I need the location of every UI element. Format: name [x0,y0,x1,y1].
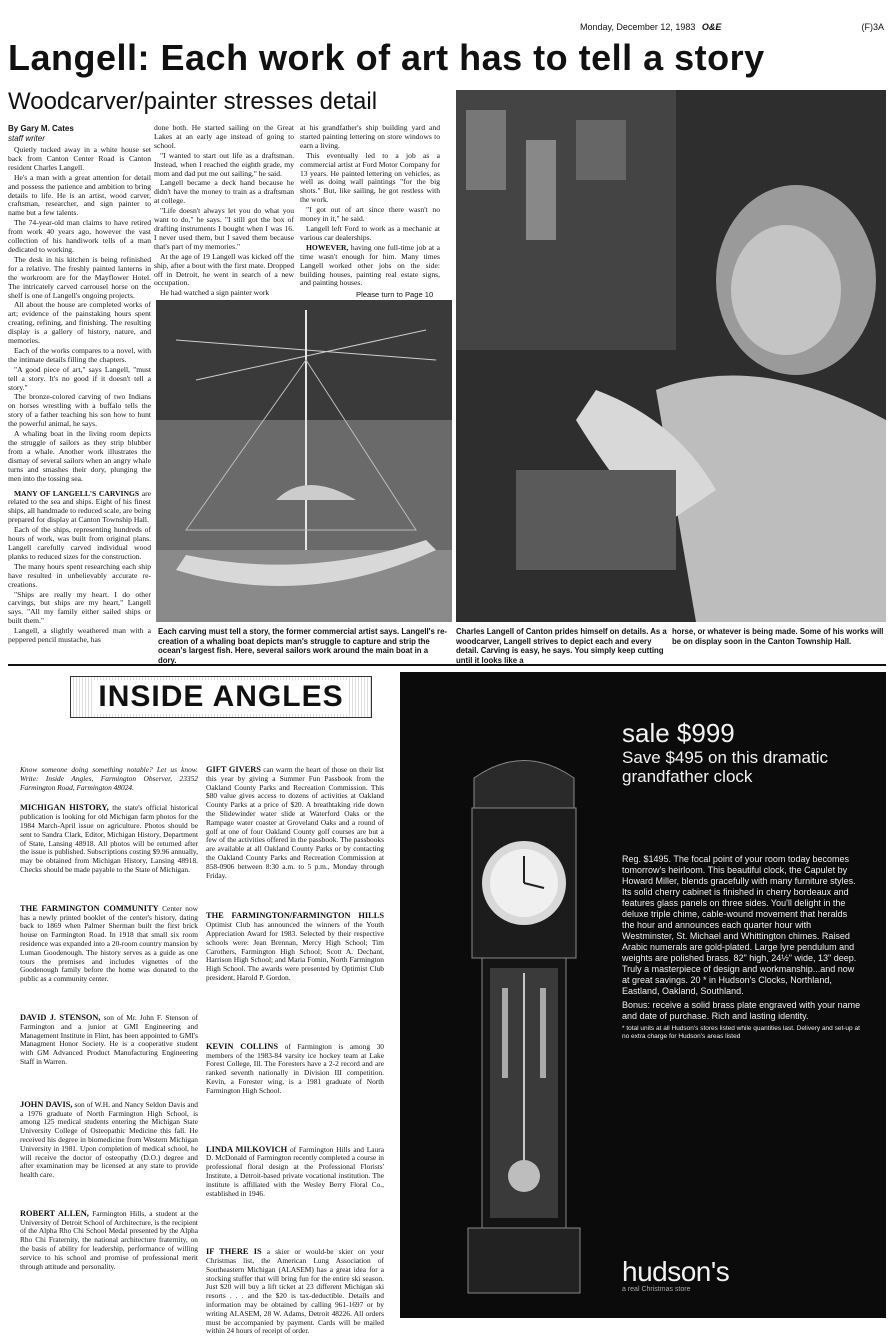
brief-text: of Farmington Hills and Laura D. McDonald of Farmington recently completed a course in professional floral design at the Professional Florists' Institute, a Detroit-based private vocational institution. The institute is affiliated with the Wesley Berry Floral Co., established in 1946. [206,1144,384,1198]
byline [8,124,74,144]
paragraph: at his grandfather's ship building yard and started painting lettering on store windows to earn a living. [300,123,440,150]
inside-angles-logo-text: INSIDE ANGLES [94,680,347,714]
brief-lead: KEVIN COLLINS [206,1041,278,1051]
hudsons-tagline: a real Christmas store [622,1286,691,1293]
brief-text: son of Mr. John F. Stenson of Farmington and a junior at GMI Engineering and Management Institute in Flint, has been appointed to GMI's Managment Honor Society. He is a cooperative student with GM Advanced Product Manufacturing Engineering Staff in Warren. [20,1012,199,1066]
paragraph: "I wanted to start out life as a draftsman. Instead, when I reached the eighth grade, my mom and dad put me out sailing," he said. [154,150,294,178]
article-column-2 [154,124,294,299]
brief-lead: THE FARMINGTON COMMUNITY [20,903,159,913]
paragraph: He had watched a sign painter work [160,288,270,298]
paragraph: This eventually led to a job as a commercial artist at Ford Motor Company for 13 years. He painted lettering on vehicles, as well as doing wall paintings "for the big shots." But, like sailing, he got restless with the work. [300,150,440,205]
brief-lead: JOHN DAVIS, [20,1099,73,1109]
paragraph: having one full-time job at a time wasn't enough for him. Many times Langell worked other jobs on the side: building houses, painting real estate signs, and painting houses. [300,242,441,288]
brief-text: Optimist Club has announced the winners of the Youth Appreciation Award for 1983. Selected by their respective schools were: Jean Brennan, Mercy High School; Tim Carothers, Farmington High School; Scott A. Dechant, Harrison High School; and Maria Fomin, North Farmington High School. The awards were presented by Optimist Club president, Harold P. Gordon. [206,920,384,982]
hudsons-clock-ad [400,672,886,1318]
hudsons-logo: hudson's [622,1256,730,1287]
paragraph: Quietly tucked away in a white house set back from Canton Center Road is Canton resident Charles Langell. [8,145,151,172]
carver-photo [456,90,886,622]
whaling-boat-photo [156,300,452,622]
inside-angles-logo [70,676,372,718]
brief-text: Farmington Hills, a student at the University of Detroit School of Architecture, is the recipient of the Alpha Rho Chi School Medal presented by the Alpha Rho Chi Fraternity, the national architecture fraternity, on the basis of ability for leadership, performance of willing service to his school and promise of professional merit through attitude and personality. [20,1208,198,1271]
brief-lead: THE FARMINGTON/FARMINGTON HILLS [206,911,384,921]
paragraph: "Life doesn't always let you do what you want to do," he says. "I still got the box of drafting instruments I bought when I was 16. I never used them, but I saved them because that's part of my memories." [154,206,294,251]
paragraph: He's a man with a great attention for detail and possess the patience and ambition to bring details to life. He is an artist, wood carver, craftsman, researcher, and sign painter to name but a few talents. [8,172,151,218]
brief-lead: MICHIGAN HISTORY, [20,803,109,813]
paragraph: The many hours spent researching each ship have resulted in unbelievably accurate re-creations. [8,561,151,589]
grandfather-clock-image [454,748,594,1303]
brief-text: of Farmington is among 30 members of the 1983-84 varsity ice hockey team at Lake Forest College, Ill. The Foresters have a 2-2 record and are ranked seventh nationally in Division III competition. Kevin, a Forester wing, is a 1981 graduate of North Farmington High School. [206,1041,384,1095]
paragraph: "A good piece of art," says Langell, "must tell a story. It's no good if it doesn't tell a story." [8,364,151,392]
brief-text: can warm the heart of those on their list this year by giving a Summer Fun Passbook from the Oakland County Parks and Recreation Commission. This $80 value gives access to dozens of activities at Oakland County Parks at a price of $20. A breathtaking ride down the Slidewinder water slide at Waterford Oaks or the Rampage water coaster at Groveland Oaks and a round of golf at one of four Oakland County golf courses are but a few of the activities offered in the passbook. The passbooks are available at all Oakland County Parks or by contacting the Oakland County Parks and Recreation Commission at 858-0906 between 8:30 a.m. to 5 p.m., Monday through Friday. [206,765,384,880]
issue-date: Monday, December 12, 1983 [580,22,696,32]
ad-description-box [622,854,862,1044]
page-number: (F)3A [861,22,884,32]
paragraph: Each of the works compares to a novel, with the intimate details filling the chapters. [8,345,151,364]
article-column-1 [8,146,151,646]
brief-lead: DAVID J. STENSON, [20,1012,101,1022]
ad-body-text: Reg. $1495. The focal point of your room today becomes tomorrow's heirloom. This beautiful clock, the Capulet by Howard Miller, blends gracefully with many furniture styles. Its solid cherry cabinet is finished in cherry bordeaux and features glass panels on three sides. You'll delight in the deluxe triple chime, cable-wound movement that heralds the hour and announces each quarter hour with Westminster, St. Michael and Whittington chimes. Raised Arabic numerals are gold-plated. Large lyre pendulum and weights are polished brass. 82" high, 24½" wide, 13" deep. Truly a masterpiece of design and workmanship...and now at great savings. 20 * in Hudson's Clocks, Northland, Eastland, Oakland, Southland. [622,854,857,996]
brief-text: Center now has a newly printed booklet of the center's history, dating back to 1869 when Palmer Sherman built the first brick house on Farmington Road. In 1918 that small six room residence was expanded into a 20-room country mansion by Luman Goodenough. The history serves as a guide as one tours the premises and includes vignettes of the Goodenough family before the home was donated to the public as a community center. [20,903,198,984]
paragraph: At the age of 19 Langell was kicked off the ship, after a bout with the first mate. Dropped off in Detroit, he went in search of a new occupation. [154,251,294,288]
inside-angles-right-column [206,766,384,1336]
ad-bonus-text: Bonus: receive a solid brass plate engraved with your name and date of purchase. Rich and lasting identity. [622,1000,861,1021]
ad-fine-print: * total units at all Hudson's stores listed while quantities last. Delivery and set-up at no extra charge for Hudson's areas listed [622,1025,860,1040]
brief-text: a skier or would-be skier on your Christmas list, the American Lung Association of Southeastern Michigan (ALASEM) has a great idea for a stocking stuffer that will bring fun for the entire ski season. Just $20 will buy a lift ticket at 23 different Michigan ski resorts . . . and the $20 is tax-deductible. Details and information may be obtained by calling 961-1697 or by writing ALASEM, 28 W. Adams, Detroit 48226. All orders must be accompanied by payment. Cards will be mailed within 24 hours of receipt of order. [206,1247,384,1336]
paragraph: The desk in his kitchen is being refinished for a relative. The freshly painted lanterns in the workroom are for the Mayflower Hotel. The intricately carved carrousel horse on the shelf is one of Langell's ongoing projects. [8,254,151,300]
paragraph: Langell became a deck hand because he didn't have the money to train as a draftsman at college. [154,178,294,206]
boat-photo-caption: Each carving must tell a story, the former commercial artist says. Langell's re-creation of a whaling boat depicts man's struggle to capture and strip the ocean's largest fish. Here, several sailors work around the main boat in a dory. [158,627,448,665]
paragraph: The bronze-colored carving of two Indians on horses wrestling with a buffalo tells the story of a father teaching his son how to hunt the powerful animal, he says. [8,392,151,429]
subhead-lead: HOWEVER, [306,242,349,252]
paragraph: done both. He started sailing on the Great Lakes at an early age instead of going to school. [154,123,294,150]
langell-carving-image [456,90,886,622]
section-name: O&E [701,22,722,32]
subheadline: Woodcarver/painter stresses detail [8,88,378,115]
subhead-lead: MANY OF LANGELL'S CARVINGS [14,488,140,498]
whaling-boat-image [156,300,452,622]
masthead [580,22,721,32]
inside-angles-left-column [20,766,198,1271]
intro-text: Know someone doing something notable? Let us know. Write: Inside Angles, Farmington Observer, 23352 Farmington Road, Farmington 48024. [20,765,198,792]
paragraph: Langell, a slightly weathered man with a peppered pencil mustache, has [8,626,151,645]
paragraph: Langell left Ford to work as a mechanic at various car dealerships. [300,223,440,242]
brief-lead: IF THERE IS [206,1247,262,1257]
carver-photo-caption-1: Charles Langell of Canton prides himself on details. As a woodcarver, Langell strives to depict each and every detail. Carving is easy, he says. You simply keep cutting until it looks like a [456,627,667,665]
brief-lead: GIFT GIVERS [206,765,261,774]
ad-sale-price: sale $999 [622,718,735,748]
paragraph: All about the house are completed works of art; evidence of the painstaking hours spent creating, refining, and finishing. The resulting display is a gallery of history, nature, and memories. [8,300,151,346]
brief-lead: LINDA MILKOVICH [206,1144,288,1154]
ad-savings-line: Save $495 on this dramatic grandfather clock [622,748,829,786]
continued-line: Please turn to Page 10 [356,290,434,299]
brief-lead: ROBERT ALLEN, [20,1208,89,1218]
paragraph: Each of the ships, representing hundreds of hours of work, was built from original plans. Langell carefully carved individual wood planks to reduced sizes for the construction. [8,525,151,561]
paragraph: are related to the sea and ships. Eight of his finest ships, all handmade to reduced scale, are being prepared for display at Canton Township Hall. [8,488,151,525]
paragraph: "I got out of art since there wasn't no money in it," he said. [300,205,440,224]
byline-name: By Gary M. Cates [8,124,74,133]
brief-text: son of W.H. and Nancy Seldon Davis and a 1976 graduate of North Farmington High School, is among 125 medical students entering the Michigan State University College of Osteopathic Medicine this fall. He received his degree in biomedicine from Western Michigan University in 1981. Upon completion of medical school, he will receive the doctor of osteopathy (D.O.) degree and after examination may be licensed at any state to provide health care. [20,1099,198,1180]
paragraph: A whaling boat in the living room depicts the struggle of sailors as they strip blubber from a whale. Another work illustrates the dismay of several sailors when an angry whale turns and smashes their dory, plunging the men into the tossing sea. [8,429,151,483]
headline: Langell: Each work of art has to tell a story [8,37,765,78]
article-column-3 [300,124,440,289]
section-divider [8,664,886,666]
byline-title: staff writer [8,134,45,143]
carver-photo-caption-2: horse, or whatever is being made. Some of his works will be on display soon in the Canton Township Hall. [672,627,884,646]
paragraph: "Ships are really my heart. I do other carvings, but ships are my heart," Langell says. "All my family either sailed ships or built them." [8,589,151,626]
brief-text: the state's official historical publication is looking for old Michigan farm photos for the 1984 March-April issue on agriculture. Photos should be sent to Sandra Clark, Editor, Michigan History, Department of State, Lansing 48918. All photos will be returned after the issue is published. Subscriptions costing $9.96 annually, may be obtained from Michigan History, Lansing 48918. Checks should be made payable to the State of Michigan. [20,803,198,874]
paragraph: The 74-year-old man claims to have retired from work 40 years ago, however the vast collection of his handiwork tells of a man dedicated to working. [8,218,151,254]
